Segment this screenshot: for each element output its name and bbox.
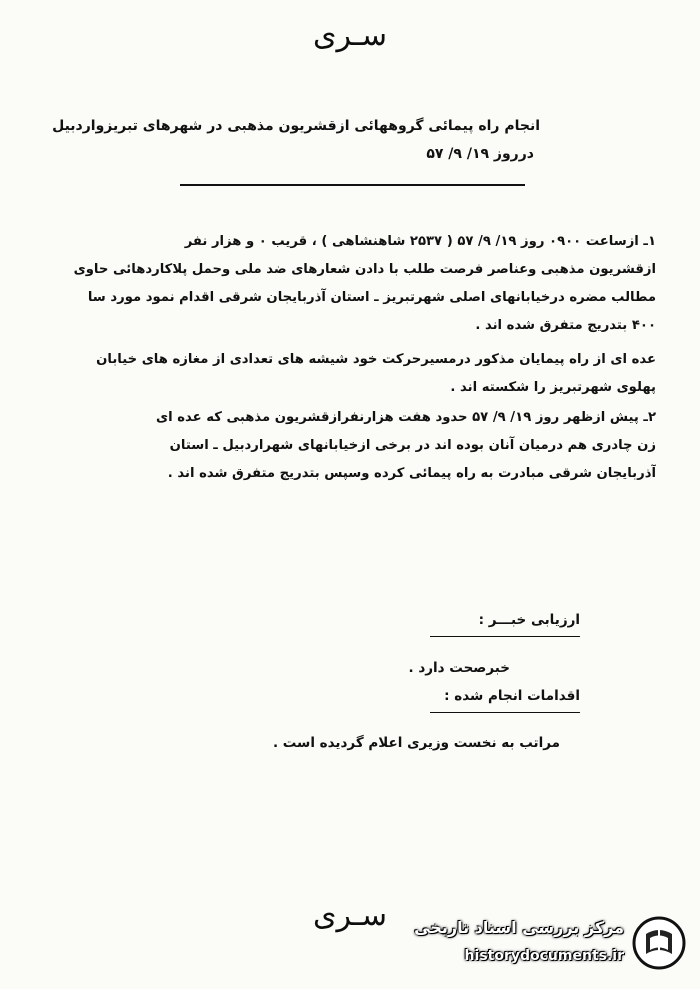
evaluation-text: خبرصحت دارد . [408,660,510,676]
evaluation-underline [430,636,580,637]
actions-underline [430,712,580,713]
paragraph-line: مطالب مضره درخیابانهای اصلی شهرتبریز ـ استان آذربایجان شرقی اقدام نمود مورد سا [87,290,656,305]
paragraph-line: عده ای از راه پیمایان مذکور درمسیرحرکت خود شیشه های تعدادی از مغازه های خیابان [96,352,656,367]
paragraph-2 [44,346,656,402]
classification-header: سـرى [313,18,387,53]
paragraph-line: زن چادری هم درمیان آنان بوده اند در برخی ازخیابانهای شهراردبیل ـ استان [169,438,656,453]
paragraph-line: آذربایجان شرقی مبادرت به راه پیمائی کرده وسپس بتدریج متفرق شده اند . [167,466,656,481]
classification-footer: سـرى [313,898,387,933]
paragraph-line: ۱ـ ازساعت ۰۹۰۰ روز ۱۹/ ۹/ ۵۷ ( ۲۵۳۷ شاهنشاهی ) ، قریب ۰ و هزار نفر [184,234,656,249]
paragraph-3 [44,404,656,488]
title-underline [180,184,525,186]
paragraph-line: ۴۰۰ بتدریج متفرق شده اند . [475,318,656,333]
watermark [414,912,692,982]
paragraph-1 [44,228,656,340]
evaluation-heading: ارزیابی خبـــر : [478,612,580,628]
paragraph-line: ازقشریون مذهبی وعناصر فرصت طلب با دادن شعارهای ضد ملی وحمل پلاکاردهائی حاوی [73,262,656,277]
actions-text: مراتب به نخست وزیری اعلام گردیده است . [272,735,560,751]
paragraph-line: ۲ـ پیش ازظهر روز ۱۹/ ۹/ ۵۷ حدود هفت هزارنفرازقشریون مذهبی که عده ای [156,410,656,425]
document-title [52,118,540,162]
archive-logo-icon [632,916,686,970]
paragraph-line: پهلوی شهرتبریز را شکسته اند . [450,380,656,395]
watermark-url: historydocuments.ir [464,948,624,964]
watermark-title: مرکز بررسی اسناد تاریخی [414,918,624,937]
title-line-date: درروز ۱۹/ ۹/ ۵۷ [426,146,534,162]
actions-heading: اقدامات انجام شده : [444,688,580,704]
title-line-subject: انجام راه پیمائی گروههائی ازقشریون مذهبی در شهرهای تبریزواردبیل [52,118,540,134]
